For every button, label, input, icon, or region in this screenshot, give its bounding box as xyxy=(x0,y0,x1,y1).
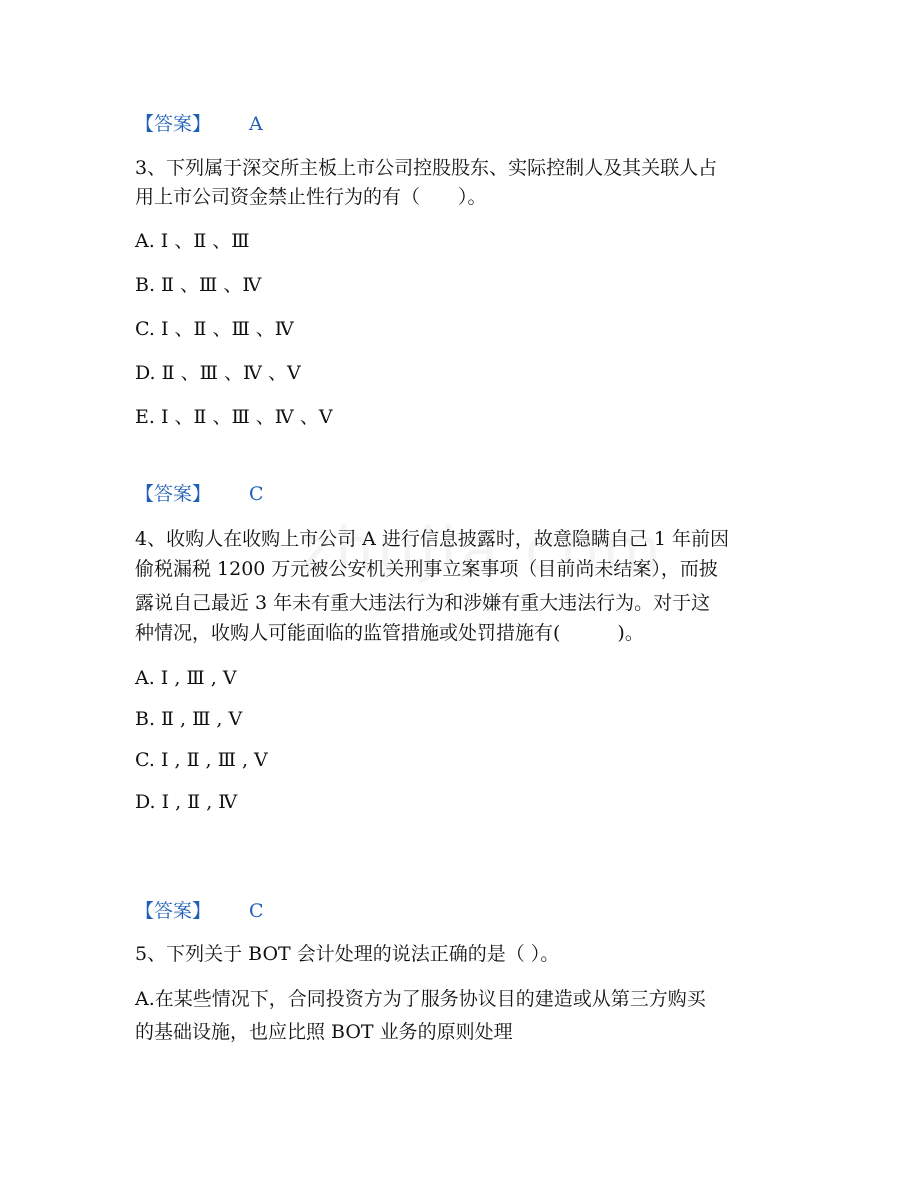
question-4-line-2: 偷税漏税 1200 万元被公安机关刑事立案事项（目前尚未结案），而披 xyxy=(135,558,718,580)
answer-letter: C xyxy=(249,483,264,505)
answer-label xyxy=(135,898,264,924)
question-5-option-a-line-1: A.在某些情况下，合同投资方为了服务协议目的建造或从第三方购买 xyxy=(135,988,706,1010)
answer-bracket-label: 【答案】 xyxy=(135,483,212,505)
question-4-option-a: A. Ⅰ , Ⅲ , Ⅴ xyxy=(135,667,237,689)
question-3-option-d: D. Ⅱ 、Ⅲ 、Ⅳ 、Ⅴ xyxy=(135,362,301,384)
answer-label xyxy=(135,111,263,137)
question-4-line-1: 4、收购人在收购上市公司 A 进行信息披露时，故意隐瞒自己 1 年前因 xyxy=(135,528,730,550)
answer-letter: A xyxy=(249,113,263,135)
question-3-line-2: 用上市公司资金禁止性行为的有（ ）。 xyxy=(135,186,487,208)
question-3-option-a: A. Ⅰ 、Ⅱ 、Ⅲ xyxy=(135,230,250,252)
answer-bracket-label: 【答案】 xyxy=(135,113,212,135)
answer-letter: C xyxy=(249,900,264,922)
question-3-line-1: 3、下列属于深交所主板上市公司控股股东、实际控制人及其关联人占 xyxy=(135,157,718,179)
question-3-option-b: B. Ⅱ 、Ⅲ 、Ⅳ xyxy=(135,274,262,296)
question-4-option-c: C. Ⅰ , Ⅱ , Ⅲ , Ⅴ xyxy=(135,749,268,771)
question-4-line-3: 露说自己最近 3 年未有重大违法行为和涉嫌有重大违法行为。对于这 xyxy=(135,592,711,614)
question-3-option-e: E. Ⅰ 、Ⅱ 、Ⅲ 、Ⅳ 、Ⅴ xyxy=(135,406,333,428)
answer-bracket-label: 【答案】 xyxy=(135,900,212,922)
question-4-option-b: B. Ⅱ , Ⅲ , Ⅴ xyxy=(135,708,243,730)
question-5-line-1: 5、下列关于 BOT 会计处理的说法正确的是（ ）。 xyxy=(135,943,560,965)
question-4-option-d: D. Ⅰ , Ⅱ , Ⅳ xyxy=(135,791,238,813)
answer-label xyxy=(135,481,264,507)
question-3-option-c: C. Ⅰ 、Ⅱ 、Ⅲ 、Ⅳ xyxy=(135,318,294,340)
question-5-option-a-line-2: 的基础设施，也应比照 BOT 业务的原则处理 xyxy=(135,1021,513,1043)
question-4-line-4: 种情况，收购人可能面临的监管措施或处罚措施有( )。 xyxy=(135,622,644,644)
